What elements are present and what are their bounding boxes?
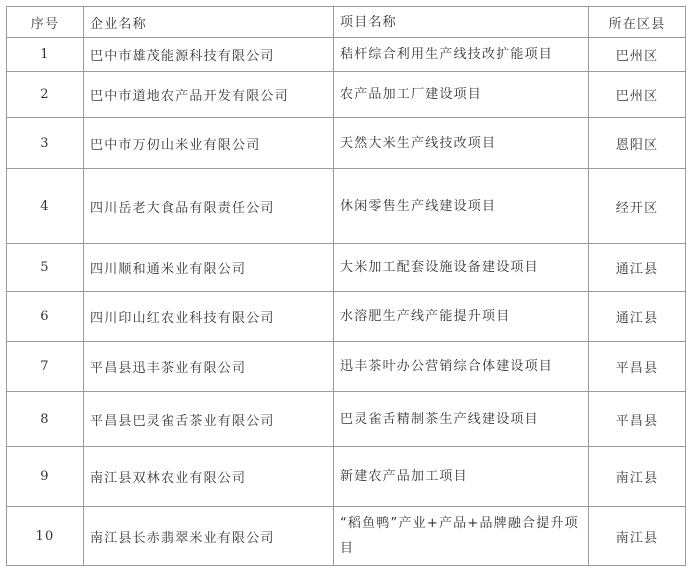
row-project: 大米加工配套设施设备建设项目 — [334, 244, 589, 292]
table-row — [7, 447, 686, 507]
header-company: 企业名称 — [84, 7, 334, 38]
row-district: 通江县 — [589, 244, 686, 292]
table-row — [7, 169, 686, 244]
row-no: 1 — [7, 38, 84, 72]
row-no: 10 — [7, 507, 84, 566]
row-project: 迅丰茶叶办公营销综合体建设项目 — [334, 342, 589, 392]
row-district: 巴州区 — [589, 38, 686, 72]
row-district: 恩阳区 — [589, 118, 686, 169]
table-row — [7, 118, 686, 169]
row-district: 通江县 — [589, 292, 686, 342]
table-row — [7, 392, 686, 447]
row-no: 5 — [7, 244, 84, 292]
row-project: 秸杆综合利用生产线技改扩能项目 — [334, 38, 589, 72]
row-company: 平昌县迅丰茶业有限公司 — [84, 342, 334, 392]
row-district: 平昌县 — [589, 342, 686, 392]
table-row — [7, 38, 686, 72]
row-company: 平昌县巴灵雀舌茶业有限公司 — [84, 392, 334, 447]
table-row — [7, 292, 686, 342]
row-district: 南江县 — [589, 507, 686, 566]
header-no: 序号 — [7, 7, 84, 38]
row-district: 平昌县 — [589, 392, 686, 447]
row-district: 南江县 — [589, 447, 686, 507]
row-project: 新建农产品加工项目 — [334, 447, 589, 507]
row-no: 3 — [7, 118, 84, 169]
row-project: “稻鱼鸭”产业+产品+品牌融合提升项目 — [334, 507, 589, 566]
row-company: 巴中市道地农产品开发有限公司 — [84, 72, 334, 118]
row-no: 4 — [7, 169, 84, 244]
row-no: 2 — [7, 72, 84, 118]
row-no: 8 — [7, 392, 84, 447]
table-row — [7, 244, 686, 292]
row-district: 巴州区 — [589, 72, 686, 118]
row-company: 四川岳老大食品有限责任公司 — [84, 169, 334, 244]
project-list-table — [6, 6, 686, 566]
row-company: 巴中市万仞山米业有限公司 — [84, 118, 334, 169]
row-no: 9 — [7, 447, 84, 507]
row-no: 6 — [7, 292, 84, 342]
row-project: 水溶肥生产线产能提升项目 — [334, 292, 589, 342]
row-company: 南江县双林农业有限公司 — [84, 447, 334, 507]
row-project: 巴灵雀舌精制茶生产线建设项目 — [334, 392, 589, 447]
row-project: 天然大米生产线技改项目 — [334, 118, 589, 169]
row-no: 7 — [7, 342, 84, 392]
row-district: 经开区 — [589, 169, 686, 244]
table-header-row — [7, 7, 686, 38]
row-project: 农产品加工厂建设项目 — [334, 72, 589, 118]
header-district: 所在区县 — [589, 7, 686, 38]
table-row — [7, 507, 686, 566]
row-company: 南江县长赤翡翠米业有限公司 — [84, 507, 334, 566]
row-project: 休闲零售生产线建设项目 — [334, 169, 589, 244]
row-company: 四川印山红农业科技有限公司 — [84, 292, 334, 342]
table-row — [7, 342, 686, 392]
table-row — [7, 72, 686, 118]
header-project: 项目名称 — [334, 7, 589, 38]
row-company: 巴中市雄茂能源科技有限公司 — [84, 38, 334, 72]
row-company: 四川顺和通米业有限公司 — [84, 244, 334, 292]
